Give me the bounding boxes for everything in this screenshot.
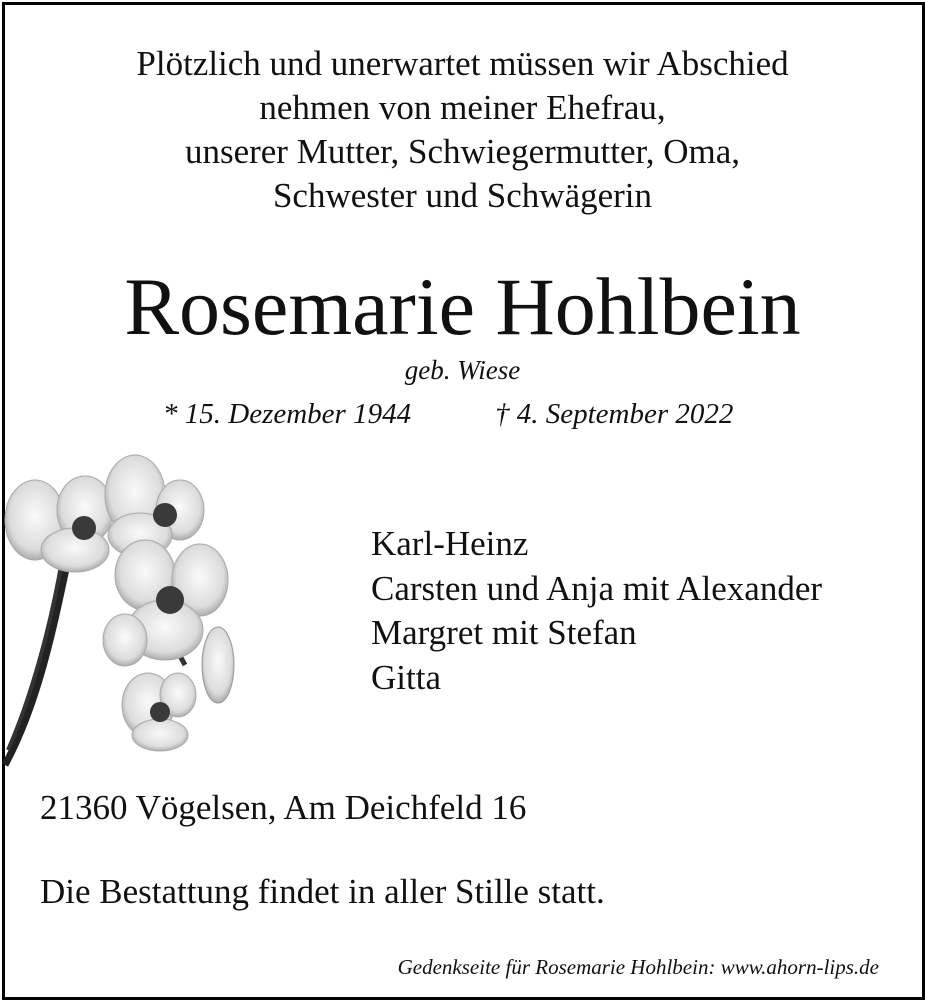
mourner-item: Carsten und Anja mit Alexander: [371, 568, 823, 608]
birth-date: * 15. Dezember 1944: [163, 398, 412, 430]
orchid-flower-icon: [0, 450, 250, 770]
intro-line: Schwester und Schwägerin: [272, 176, 653, 215]
mourners-list: [371, 522, 822, 700]
birth-name: geb. Wiese: [404, 355, 521, 385]
burial-note: Die Bestattung findet in aller Stille statt.: [40, 872, 605, 911]
mourner-item: Karl-Heinz: [371, 524, 529, 563]
deceased-name: Rosemarie Hohlbein: [124, 261, 801, 352]
death-date: † 4. September 2022: [495, 398, 734, 430]
address: 21360 Vögelsen, Am Deichfeld 16: [40, 788, 527, 827]
mourner-item: Margret mit Stefan: [371, 613, 637, 652]
intro-line: unserer Mutter, Schwiegermutter, Oma,: [184, 132, 741, 171]
intro-line: Plötzlich und unerwartet müssen wir Abschied: [136, 44, 789, 83]
mourner-item: Gitta: [371, 657, 441, 697]
intro-text: [0, 42, 925, 218]
memorial-page-link[interactable]: Gedenkseite für Rosemarie Hohlbein: www.ahorn-lips.de: [397, 955, 879, 979]
intro-line: nehmen von meiner Ehefrau,: [259, 88, 666, 127]
